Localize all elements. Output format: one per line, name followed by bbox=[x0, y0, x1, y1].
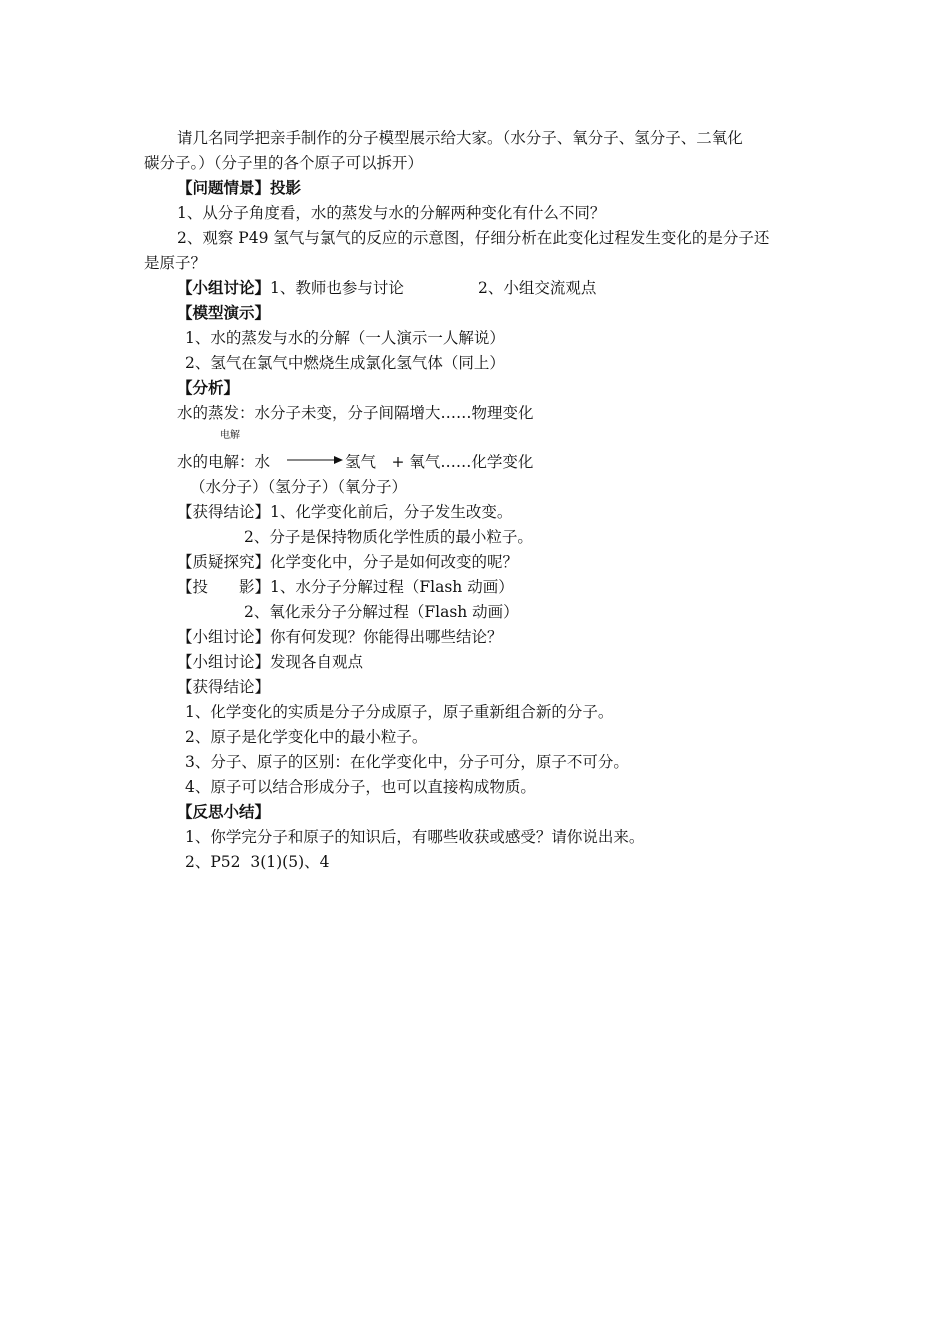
group-discussion-item-1: 1、教师也参与讨论 bbox=[270, 279, 404, 297]
electrolysis-arrow-label: 电解 bbox=[220, 430, 240, 441]
conclusion-2-item-2: 2、原子是化学变化中的最小粒子。 bbox=[185, 728, 428, 746]
conclusion-1-item-1: 1、化学变化前后，分子发生改变。 bbox=[270, 503, 513, 521]
model-demo-heading: 【模型演示】 bbox=[177, 303, 271, 322]
reaction-arrow-icon bbox=[287, 455, 343, 465]
reflection-item-2: 2、P52 3(1)(5)、4 bbox=[185, 853, 330, 871]
group-discussion-heading: 【小组讨论】 bbox=[177, 278, 271, 297]
problem-question-2-line-2: 是原子？ bbox=[144, 254, 207, 272]
conclusion-1-row bbox=[177, 500, 512, 524]
analysis-electrolysis-left: 水的电解：水 bbox=[177, 453, 271, 471]
problem-question-2-line-1: 2、观察 P49 氢气与氯气的反应的示意图，仔细分析在此变化过程发生变化的是分子还 bbox=[177, 229, 770, 247]
projection-item-1: 1、水分子分解过程（Flash 动画） bbox=[270, 578, 514, 596]
model-demo-item-1: 1、水的蒸发与水的分解（一人演示一人解说） bbox=[185, 329, 505, 347]
projection-row bbox=[177, 575, 514, 599]
analysis-heading: 【分析】 bbox=[177, 378, 240, 397]
intro-line-2: 碳分子。）（分子里的各个原子可以拆开） bbox=[144, 154, 424, 172]
projection-item-2: 2、氧化汞分子分解过程（Flash 动画） bbox=[244, 603, 519, 621]
conclusion-1-heading: 【获得结论】 bbox=[177, 503, 271, 521]
problem-question-1: 1、从分子角度看，水的蒸发与水的分解两种变化有什么不同？ bbox=[177, 204, 606, 222]
discussion-2-line-2: 【小组讨论】发现各自观点 bbox=[177, 653, 364, 671]
conclusion-2-item-3: 3、分子、原子的区别：在化学变化中，分子可分，原子不可分。 bbox=[185, 753, 629, 771]
projection-heading: 【投 影】 bbox=[177, 578, 271, 596]
group-discussion-row bbox=[177, 276, 404, 300]
conclusion-2-heading: 【获得结论】 bbox=[177, 678, 271, 696]
discussion-2-line-1: 【小组讨论】你有何发现？你能得出哪些结论？ bbox=[177, 628, 503, 646]
intro-line-1: 请几名同学把亲手制作的分子模型展示给大家。（水分子、氧分子、氢分子、二氧化 bbox=[177, 129, 743, 147]
group-discussion-item-2: 2、小组交流观点 bbox=[478, 279, 597, 297]
reflection-heading: 【反思小结】 bbox=[177, 802, 271, 821]
model-demo-item-2: 2、氢气在氯气中燃烧生成氯化氢气体（同上） bbox=[185, 354, 505, 372]
conclusion-1-item-2: 2、分子是保持物质化学性质的最小粒子。 bbox=[244, 528, 533, 546]
analysis-molecules: （水分子）（氢分子）（氧分子） bbox=[190, 478, 408, 496]
problem-heading: 【问题情景】投影 bbox=[177, 178, 302, 197]
conclusion-2-item-4: 4、原子可以结合形成分子，也可以直接构成物质。 bbox=[185, 778, 536, 796]
reflection-item-1: 1、你学完分子和原子的知识后，有哪些收获或感受？请你说出来。 bbox=[185, 828, 645, 846]
conclusion-2-item-1: 1、化学变化的实质是分子分成原子，原子重新组合新的分子。 bbox=[185, 703, 614, 721]
inquiry-line: 【质疑探究】化学变化中，分子是如何改变的呢？ bbox=[177, 553, 519, 571]
analysis-evaporation: 水的蒸发：水分子未变，分子间隔增大……物理变化 bbox=[177, 404, 534, 422]
analysis-electrolysis-right: 氢气 + 氧气……化学变化 bbox=[345, 453, 534, 471]
